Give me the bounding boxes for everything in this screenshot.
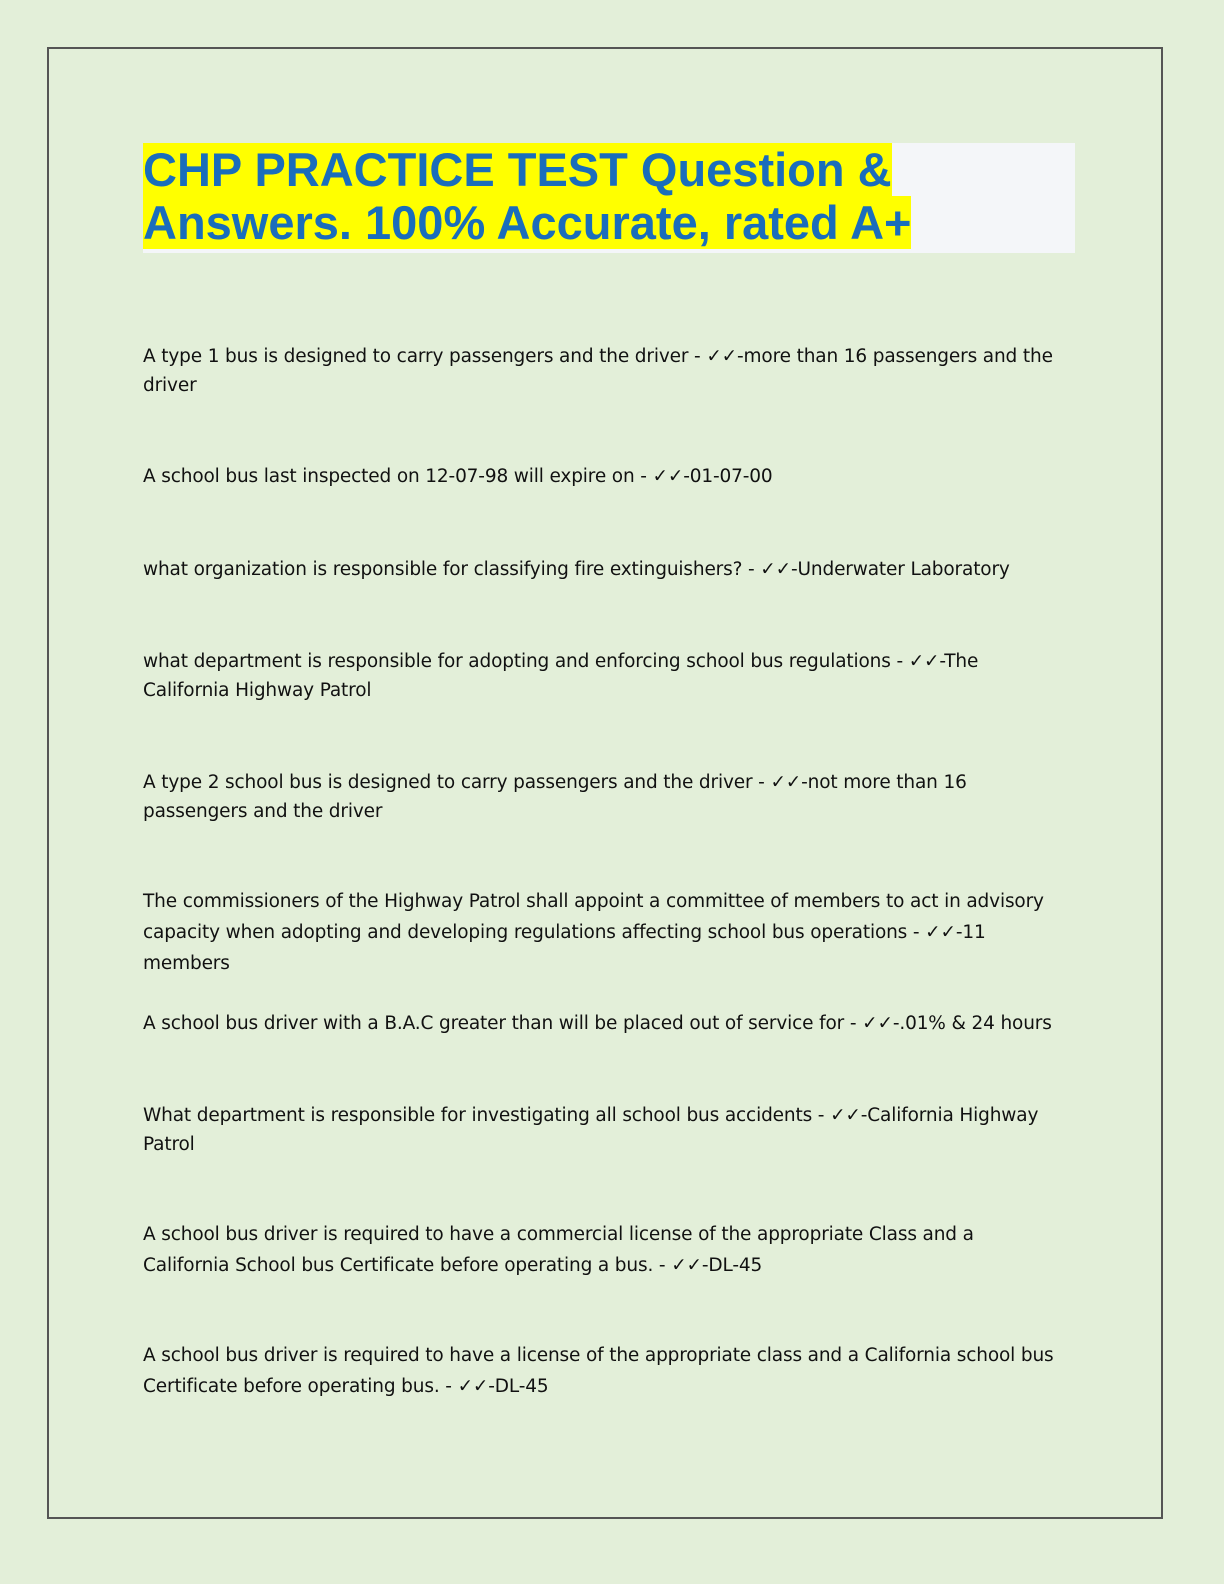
title-line-2: Answers. 100% Accurate, rated A+	[143, 196, 912, 249]
document-title	[143, 143, 1075, 249]
question-text: A school bus driver is required to have a commercial license of the appropriate Class and a California School bus Certificate before operating a bus. -	[143, 1224, 974, 1276]
answer-text: -more than 16 passengers and the driver	[143, 346, 1053, 396]
check-mark-icon: ✓✓	[830, 1105, 861, 1126]
answer-text: -Underwater Laboratory	[790, 559, 1010, 580]
check-mark-icon: ✓✓	[652, 466, 684, 487]
answer-text: -DL-45	[488, 1376, 549, 1397]
question-text: What department is responsible for investigating all school bus accidents -	[143, 1105, 831, 1126]
qa-item	[143, 886, 1063, 979]
check-mark-icon: ✓✓	[908, 651, 940, 672]
qa-item	[143, 768, 1063, 826]
title-line-1: CHP PRACTICE TEST Question &	[143, 143, 892, 196]
title-block	[143, 143, 1075, 253]
qa-item	[143, 1219, 1063, 1281]
check-mark-icon: ✓✓	[770, 772, 802, 793]
question-text: A type 2 school bus is designed to carry passengers and the driver -	[143, 772, 771, 793]
answer-text: -.01% & 24 hours	[892, 1013, 1052, 1034]
qa-item	[143, 342, 1063, 400]
question-text: A school bus driver is required to have a license of the appropriate class and a California school bus Certificate before operating bus. -	[143, 1345, 1054, 1397]
answer-text: -The California Highway Patrol	[143, 651, 979, 701]
answer-text: -California Highway Patrol	[143, 1105, 1039, 1155]
answer-text: -not more than 16 passengers and the driver	[143, 772, 967, 822]
qa-item	[143, 1340, 1063, 1402]
qa-item	[143, 647, 1063, 705]
question-text: A type 1 bus is designed to carry passengers and the driver -	[143, 346, 707, 367]
check-mark-icon: ✓✓	[760, 559, 791, 580]
check-mark-icon: ✓✓	[457, 1376, 489, 1397]
check-mark-icon: ✓✓	[925, 922, 956, 943]
check-mark-icon: ✓✓	[706, 346, 738, 367]
qa-item	[143, 555, 1063, 584]
answer-text: -01-07-00	[683, 466, 773, 487]
qa-item	[143, 462, 1063, 491]
question-text: A school bus driver with a B.A.C greater than will be placed out of service for -	[143, 1013, 863, 1034]
question-text: what department is responsible for adopting and enforcing school bus regulations -	[143, 651, 909, 672]
qa-item	[143, 1009, 1063, 1038]
qa-item	[143, 1101, 1063, 1159]
question-text: The commissioners of the Highway Patrol shall appoint a committee of members to act in advisory capacity when adopting and developing regulations affecting school bus operations -	[143, 891, 1044, 943]
question-text: A school bus last inspected on 12-07-98 will expire on -	[143, 466, 653, 487]
answer-text: -DL-45	[701, 1255, 763, 1276]
check-mark-icon: ✓✓	[862, 1013, 893, 1034]
question-text: what organization is responsible for classifying fire extinguishers? -	[143, 559, 761, 580]
check-mark-icon: ✓✓	[671, 1255, 702, 1276]
answer-text: -11 members	[143, 922, 986, 974]
